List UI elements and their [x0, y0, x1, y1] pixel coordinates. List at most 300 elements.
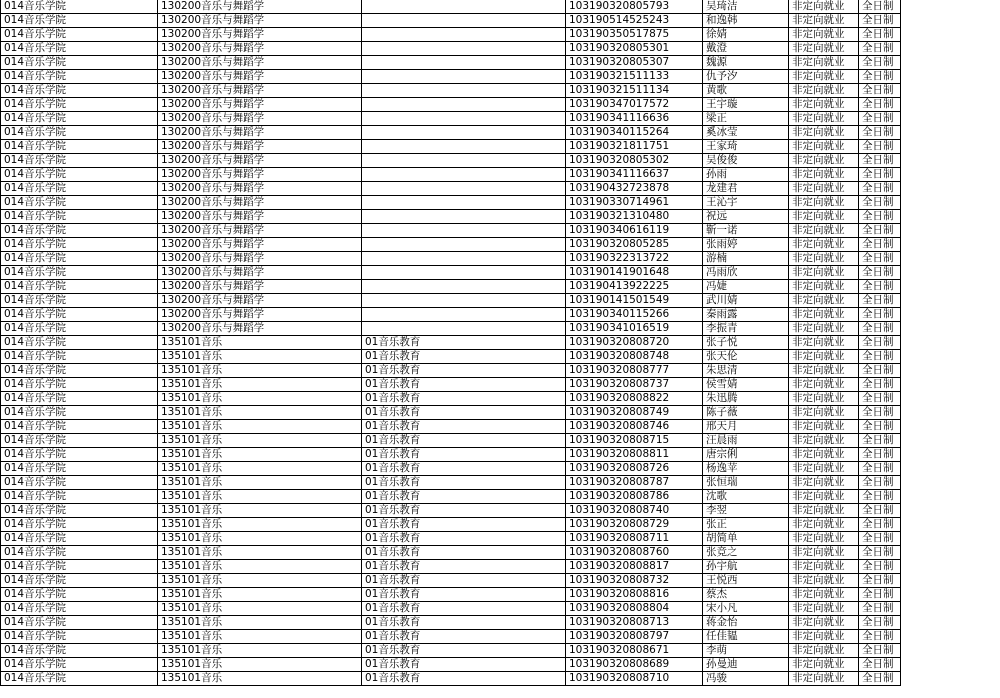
study-mode-cell: 全日制: [859, 98, 901, 112]
college-cell: 014音乐学院: [1, 644, 158, 658]
empty-cell: [901, 154, 1000, 168]
candidate-id-cell: 103190321310480: [566, 210, 703, 224]
empty-cell: [901, 112, 1000, 126]
enrollment-type-cell: 非定向就业: [789, 574, 859, 588]
table-row: [1, 532, 1000, 546]
enrollment-type-cell: 非定向就业: [789, 392, 859, 406]
table-row: [1, 266, 1000, 280]
empty-cell: [901, 84, 1000, 98]
student-name-cell: 朱迅腾: [703, 392, 789, 406]
table-row: [1, 392, 1000, 406]
direction-cell: 01音乐教育: [362, 574, 566, 588]
table-row: [1, 504, 1000, 518]
study-mode-cell: 全日制: [859, 560, 901, 574]
enrollment-type-cell: 非定向就业: [789, 238, 859, 252]
student-name-cell: 徐婧: [703, 28, 789, 42]
table-row: [1, 224, 1000, 238]
table-row: [1, 546, 1000, 560]
college-cell: 014音乐学院: [1, 350, 158, 364]
major-cell: 130200音乐与舞蹈学: [158, 280, 362, 294]
student-name-cell: 冯骏: [703, 672, 789, 686]
table-row: [1, 140, 1000, 154]
college-cell: 014音乐学院: [1, 518, 158, 532]
student-name-cell: 吴俊俊: [703, 154, 789, 168]
student-name-cell: 李振青: [703, 322, 789, 336]
empty-cell: [901, 420, 1000, 434]
enrollment-type-cell: 非定向就业: [789, 406, 859, 420]
major-cell: 130200音乐与舞蹈学: [158, 126, 362, 140]
empty-cell: [901, 462, 1000, 476]
major-cell: 130200音乐与舞蹈学: [158, 322, 362, 336]
student-name-cell: 奚冰莹: [703, 126, 789, 140]
direction-cell: [362, 126, 566, 140]
direction-cell: [362, 84, 566, 98]
student-name-cell: 蒋金怡: [703, 616, 789, 630]
study-mode-cell: 全日制: [859, 350, 901, 364]
candidate-id-cell: 103190320808811: [566, 448, 703, 462]
table-row: [1, 658, 1000, 672]
major-cell: 135101音乐: [158, 658, 362, 672]
empty-cell: [901, 476, 1000, 490]
major-cell: 130200音乐与舞蹈学: [158, 28, 362, 42]
candidate-id-cell: 103190320805301: [566, 42, 703, 56]
table-row: [1, 0, 1000, 14]
college-cell: 014音乐学院: [1, 294, 158, 308]
major-cell: 130200音乐与舞蹈学: [158, 252, 362, 266]
enrollment-type-cell: 非定向就业: [789, 14, 859, 28]
student-name-cell: 张竞之: [703, 546, 789, 560]
student-name-cell: 秦雨露: [703, 308, 789, 322]
direction-cell: [362, 56, 566, 70]
candidate-id-cell: 103190320808760: [566, 546, 703, 560]
empty-cell: [901, 140, 1000, 154]
empty-cell: [901, 350, 1000, 364]
empty-cell: [901, 210, 1000, 224]
student-name-cell: 冯雨欣: [703, 266, 789, 280]
enrollment-type-cell: 非定向就业: [789, 644, 859, 658]
table-row: [1, 308, 1000, 322]
table-row: [1, 126, 1000, 140]
candidate-id-cell: 103190320808804: [566, 602, 703, 616]
study-mode-cell: 全日制: [859, 644, 901, 658]
candidate-id-cell: 103190320808689: [566, 658, 703, 672]
empty-cell: [901, 266, 1000, 280]
college-cell: 014音乐学院: [1, 378, 158, 392]
study-mode-cell: 全日制: [859, 322, 901, 336]
candidate-id-cell: 103190320808737: [566, 378, 703, 392]
table-row: [1, 42, 1000, 56]
major-cell: 135101音乐: [158, 630, 362, 644]
major-cell: 135101音乐: [158, 434, 362, 448]
enrollment-type-cell: 非定向就业: [789, 168, 859, 182]
empty-cell: [901, 196, 1000, 210]
study-mode-cell: 全日制: [859, 574, 901, 588]
table-row: [1, 518, 1000, 532]
study-mode-cell: 全日制: [859, 476, 901, 490]
empty-cell: [901, 560, 1000, 574]
student-name-cell: 冯婕: [703, 280, 789, 294]
study-mode-cell: 全日制: [859, 42, 901, 56]
study-mode-cell: 全日制: [859, 490, 901, 504]
direction-cell: 01音乐教育: [362, 644, 566, 658]
major-cell: 135101音乐: [158, 392, 362, 406]
student-name-cell: 和逸韩: [703, 14, 789, 28]
student-name-cell: 陈子薇: [703, 406, 789, 420]
enrollment-type-cell: 非定向就业: [789, 252, 859, 266]
study-mode-cell: 全日制: [859, 294, 901, 308]
table-row: [1, 672, 1000, 686]
direction-cell: [362, 308, 566, 322]
candidate-id-cell: 103190321811751: [566, 140, 703, 154]
study-mode-cell: 全日制: [859, 196, 901, 210]
study-mode-cell: 全日制: [859, 308, 901, 322]
direction-cell: [362, 0, 566, 14]
empty-cell: [901, 98, 1000, 112]
candidate-id-cell: 103190321511133: [566, 70, 703, 84]
major-cell: 135101音乐: [158, 336, 362, 350]
enrollment-type-cell: 非定向就业: [789, 504, 859, 518]
candidate-id-cell: 103190320808746: [566, 420, 703, 434]
student-name-cell: 武川婧: [703, 294, 789, 308]
empty-cell: [901, 644, 1000, 658]
candidate-id-cell: 103190341116637: [566, 168, 703, 182]
major-cell: 135101音乐: [158, 420, 362, 434]
table-row: [1, 112, 1000, 126]
major-cell: 135101音乐: [158, 672, 362, 686]
student-name-cell: 孙曼迪: [703, 658, 789, 672]
student-name-cell: 孙宇航: [703, 560, 789, 574]
empty-cell: [901, 70, 1000, 84]
college-cell: 014音乐学院: [1, 630, 158, 644]
enrollment-type-cell: 非定向就业: [789, 364, 859, 378]
direction-cell: 01音乐教育: [362, 588, 566, 602]
direction-cell: [362, 224, 566, 238]
empty-cell: [901, 126, 1000, 140]
empty-cell: [901, 532, 1000, 546]
major-cell: 130200音乐与舞蹈学: [158, 112, 362, 126]
empty-cell: [901, 14, 1000, 28]
enrollment-type-cell: 非定向就业: [789, 602, 859, 616]
candidate-id-cell: 103190320808729: [566, 518, 703, 532]
student-name-cell: 张雨婷: [703, 238, 789, 252]
major-cell: 135101音乐: [158, 364, 362, 378]
empty-cell: [901, 42, 1000, 56]
student-name-cell: 王家琦: [703, 140, 789, 154]
direction-cell: [362, 252, 566, 266]
table-row: [1, 336, 1000, 350]
table-row: [1, 182, 1000, 196]
college-cell: 014音乐学院: [1, 28, 158, 42]
study-mode-cell: 全日制: [859, 336, 901, 350]
college-cell: 014音乐学院: [1, 168, 158, 182]
direction-cell: [362, 266, 566, 280]
major-cell: 130200音乐与舞蹈学: [158, 84, 362, 98]
college-cell: 014音乐学院: [1, 588, 158, 602]
enrollment-type-cell: 非定向就业: [789, 448, 859, 462]
empty-cell: [901, 308, 1000, 322]
enrollment-type-cell: 非定向就业: [789, 308, 859, 322]
college-cell: 014音乐学院: [1, 504, 158, 518]
direction-cell: [362, 154, 566, 168]
empty-cell: [901, 56, 1000, 70]
major-cell: 130200音乐与舞蹈学: [158, 224, 362, 238]
major-cell: 135101音乐: [158, 560, 362, 574]
college-cell: 014音乐学院: [1, 392, 158, 406]
direction-cell: 01音乐教育: [362, 406, 566, 420]
direction-cell: 01音乐教育: [362, 518, 566, 532]
study-mode-cell: 全日制: [859, 238, 901, 252]
direction-cell: 01音乐教育: [362, 546, 566, 560]
table-row: [1, 434, 1000, 448]
major-cell: 130200音乐与舞蹈学: [158, 182, 362, 196]
major-cell: 135101音乐: [158, 588, 362, 602]
table-row: [1, 378, 1000, 392]
major-cell: 130200音乐与舞蹈学: [158, 210, 362, 224]
candidate-id-cell: 103190347017572: [566, 98, 703, 112]
table-row: [1, 210, 1000, 224]
study-mode-cell: 全日制: [859, 672, 901, 686]
table-row: [1, 616, 1000, 630]
empty-cell: [901, 630, 1000, 644]
table-row: [1, 588, 1000, 602]
study-mode-cell: 全日制: [859, 70, 901, 84]
major-cell: 135101音乐: [158, 448, 362, 462]
major-cell: 135101音乐: [158, 546, 362, 560]
major-cell: 130200音乐与舞蹈学: [158, 0, 362, 14]
candidate-id-cell: 103190340115264: [566, 126, 703, 140]
enrollment-type-cell: 非定向就业: [789, 378, 859, 392]
direction-cell: [362, 14, 566, 28]
candidate-id-cell: 103190320808740: [566, 504, 703, 518]
table-row: [1, 70, 1000, 84]
empty-cell: [901, 28, 1000, 42]
table-row: [1, 238, 1000, 252]
table-row: [1, 406, 1000, 420]
study-mode-cell: 全日制: [859, 378, 901, 392]
enrollment-type-cell: 非定向就业: [789, 350, 859, 364]
study-mode-cell: 全日制: [859, 462, 901, 476]
college-cell: 014音乐学院: [1, 0, 158, 14]
study-mode-cell: 全日制: [859, 504, 901, 518]
direction-cell: [362, 280, 566, 294]
major-cell: 130200音乐与舞蹈学: [158, 140, 362, 154]
study-mode-cell: 全日制: [859, 84, 901, 98]
study-mode-cell: 全日制: [859, 14, 901, 28]
student-name-cell: 蔡杰: [703, 588, 789, 602]
major-cell: 130200音乐与舞蹈学: [158, 238, 362, 252]
enrollment-type-cell: 非定向就业: [789, 490, 859, 504]
study-mode-cell: 全日制: [859, 630, 901, 644]
enrollment-type-cell: 非定向就业: [789, 294, 859, 308]
college-cell: 014音乐学院: [1, 280, 158, 294]
direction-cell: [362, 168, 566, 182]
empty-cell: [901, 616, 1000, 630]
direction-cell: [362, 182, 566, 196]
enrollment-type-cell: 非定向就业: [789, 224, 859, 238]
direction-cell: 01音乐教育: [362, 602, 566, 616]
enrollment-type-cell: 非定向就业: [789, 56, 859, 70]
enrollment-type-cell: 非定向就业: [789, 588, 859, 602]
candidate-id-cell: 103190340115266: [566, 308, 703, 322]
candidate-id-cell: 103190340616119: [566, 224, 703, 238]
direction-cell: [362, 294, 566, 308]
direction-cell: 01音乐教育: [362, 392, 566, 406]
major-cell: 130200音乐与舞蹈学: [158, 266, 362, 280]
major-cell: 130200音乐与舞蹈学: [158, 154, 362, 168]
study-mode-cell: 全日制: [859, 56, 901, 70]
student-name-cell: 沈歌: [703, 490, 789, 504]
table-row: [1, 630, 1000, 644]
direction-cell: 01音乐教育: [362, 350, 566, 364]
candidate-id-cell: 103190320808786: [566, 490, 703, 504]
empty-cell: [901, 658, 1000, 672]
student-name-cell: 龙建君: [703, 182, 789, 196]
major-cell: 130200音乐与舞蹈学: [158, 294, 362, 308]
candidate-id-cell: 103190141901648: [566, 266, 703, 280]
enrollment-type-cell: 非定向就业: [789, 280, 859, 294]
enrollment-type-cell: 非定向就业: [789, 266, 859, 280]
empty-cell: [901, 434, 1000, 448]
student-name-cell: 仇予汐: [703, 70, 789, 84]
study-mode-cell: 全日制: [859, 140, 901, 154]
college-cell: 014音乐学院: [1, 364, 158, 378]
table-row: [1, 252, 1000, 266]
candidate-id-cell: 103190320808817: [566, 560, 703, 574]
direction-cell: 01音乐教育: [362, 504, 566, 518]
enrollment-type-cell: 非定向就业: [789, 462, 859, 476]
college-cell: 014音乐学院: [1, 112, 158, 126]
candidate-id-cell: 103190320808715: [566, 434, 703, 448]
candidate-id-cell: 103190320808711: [566, 532, 703, 546]
college-cell: 014音乐学院: [1, 602, 158, 616]
direction-cell: 01音乐教育: [362, 364, 566, 378]
empty-cell: [901, 364, 1000, 378]
empty-cell: [901, 280, 1000, 294]
direction-cell: 01音乐教育: [362, 616, 566, 630]
direction-cell: [362, 70, 566, 84]
college-cell: 014音乐学院: [1, 658, 158, 672]
college-cell: 014音乐学院: [1, 546, 158, 560]
study-mode-cell: 全日制: [859, 518, 901, 532]
table-row: [1, 602, 1000, 616]
table-row: [1, 294, 1000, 308]
empty-cell: [901, 238, 1000, 252]
student-name-cell: 李萌: [703, 644, 789, 658]
enrollment-type-cell: 非定向就业: [789, 98, 859, 112]
college-cell: 014音乐学院: [1, 266, 158, 280]
direction-cell: [362, 112, 566, 126]
candidate-id-cell: 103190321511134: [566, 84, 703, 98]
table-row: [1, 420, 1000, 434]
college-cell: 014音乐学院: [1, 182, 158, 196]
college-cell: 014音乐学院: [1, 336, 158, 350]
college-cell: 014音乐学院: [1, 616, 158, 630]
study-mode-cell: 全日制: [859, 112, 901, 126]
student-name-cell: 王宇璇: [703, 98, 789, 112]
study-mode-cell: 全日制: [859, 616, 901, 630]
table-row: [1, 168, 1000, 182]
student-name-cell: 梁正: [703, 112, 789, 126]
candidate-id-cell: 103190432723878: [566, 182, 703, 196]
student-name-cell: 魏源: [703, 56, 789, 70]
candidate-id-cell: 103190322313722: [566, 252, 703, 266]
study-mode-cell: 全日制: [859, 252, 901, 266]
student-name-cell: 宋小凡: [703, 602, 789, 616]
college-cell: 014音乐学院: [1, 238, 158, 252]
enrollment-type-cell: 非定向就业: [789, 70, 859, 84]
study-mode-cell: 全日制: [859, 28, 901, 42]
student-name-cell: 戴澄: [703, 42, 789, 56]
table-row: [1, 350, 1000, 364]
college-cell: 014音乐学院: [1, 98, 158, 112]
empty-cell: [901, 588, 1000, 602]
study-mode-cell: 全日制: [859, 532, 901, 546]
study-mode-cell: 全日制: [859, 266, 901, 280]
table-row: [1, 476, 1000, 490]
direction-cell: 01音乐教育: [362, 560, 566, 574]
direction-cell: 01音乐教育: [362, 448, 566, 462]
candidate-id-cell: 103190330714961: [566, 196, 703, 210]
table-row: [1, 322, 1000, 336]
direction-cell: 01音乐教育: [362, 630, 566, 644]
study-mode-cell: 全日制: [859, 420, 901, 434]
direction-cell: 01音乐教育: [362, 434, 566, 448]
major-cell: 135101音乐: [158, 490, 362, 504]
college-cell: 014音乐学院: [1, 42, 158, 56]
empty-cell: [901, 448, 1000, 462]
enrollment-type-cell: 非定向就业: [789, 434, 859, 448]
major-cell: 135101音乐: [158, 350, 362, 364]
candidate-id-cell: 103190320805793: [566, 0, 703, 14]
student-name-cell: 游楠: [703, 252, 789, 266]
enrollment-type-cell: 非定向就业: [789, 532, 859, 546]
college-cell: 014音乐学院: [1, 14, 158, 28]
table-row: [1, 14, 1000, 28]
direction-cell: [362, 322, 566, 336]
student-name-cell: 张正: [703, 518, 789, 532]
college-cell: 014音乐学院: [1, 448, 158, 462]
college-cell: 014音乐学院: [1, 224, 158, 238]
table-row: [1, 644, 1000, 658]
direction-cell: 01音乐教育: [362, 476, 566, 490]
major-cell: 135101音乐: [158, 616, 362, 630]
study-mode-cell: 全日制: [859, 406, 901, 420]
enrollment-type-cell: 非定向就业: [789, 126, 859, 140]
study-mode-cell: 全日制: [859, 0, 901, 14]
study-mode-cell: 全日制: [859, 280, 901, 294]
empty-cell: [901, 252, 1000, 266]
direction-cell: 01音乐教育: [362, 490, 566, 504]
major-cell: 130200音乐与舞蹈学: [158, 14, 362, 28]
table-row: [1, 448, 1000, 462]
college-cell: 014音乐学院: [1, 308, 158, 322]
study-mode-cell: 全日制: [859, 434, 901, 448]
empty-cell: [901, 378, 1000, 392]
enrollment-type-cell: 非定向就业: [789, 336, 859, 350]
major-cell: 135101音乐: [158, 518, 362, 532]
candidate-id-cell: 103190320808720: [566, 336, 703, 350]
direction-cell: 01音乐教育: [362, 378, 566, 392]
candidate-id-cell: 103190320805302: [566, 154, 703, 168]
major-cell: 135101音乐: [158, 476, 362, 490]
empty-cell: [901, 392, 1000, 406]
student-name-cell: 王沁宇: [703, 196, 789, 210]
empty-cell: [901, 602, 1000, 616]
college-cell: 014音乐学院: [1, 252, 158, 266]
candidate-id-cell: 103190141501549: [566, 294, 703, 308]
candidate-id-cell: 103190320808710: [566, 672, 703, 686]
candidate-id-cell: 103190320808749: [566, 406, 703, 420]
